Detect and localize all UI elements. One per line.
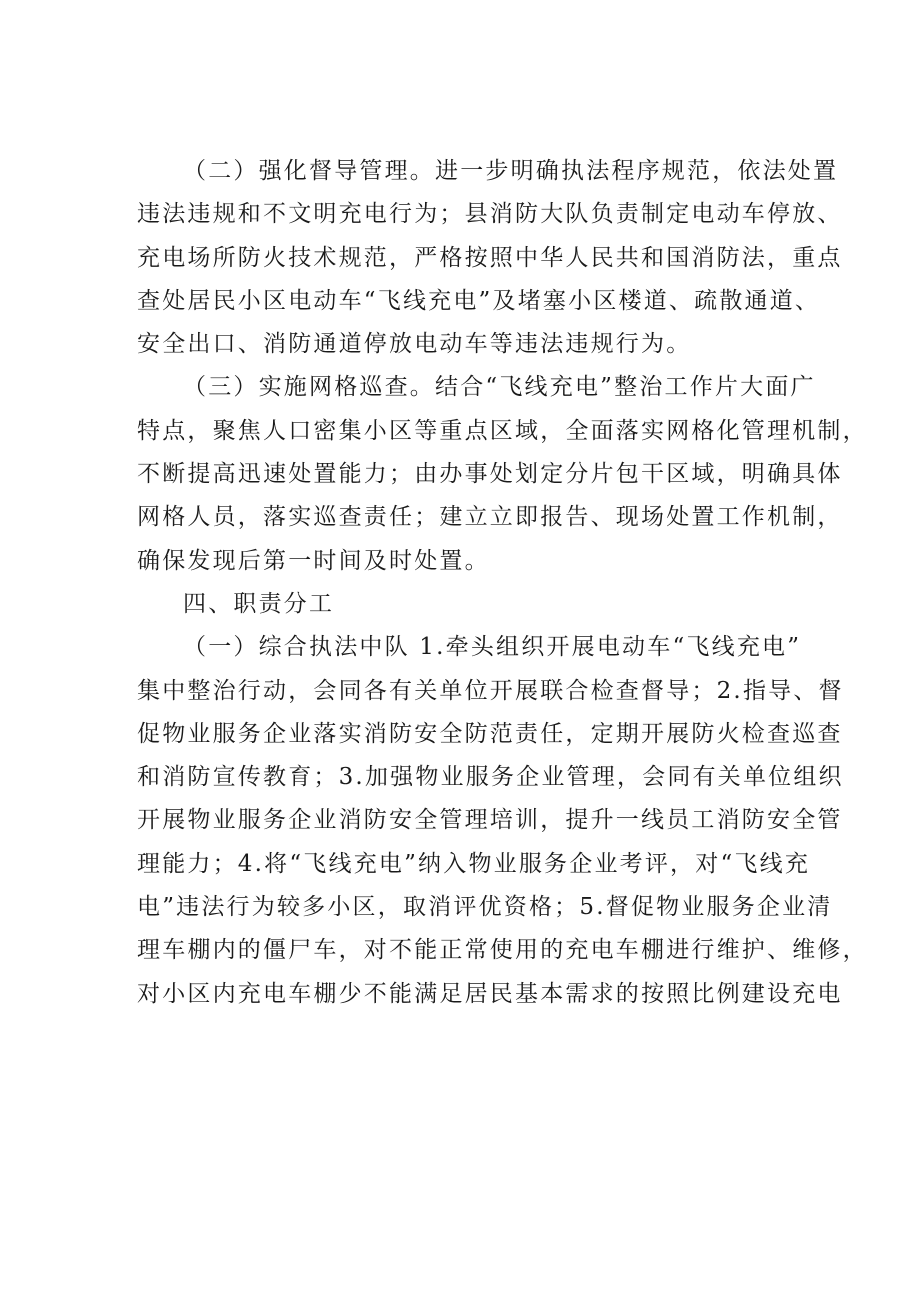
paragraph-line: （三）实施网格巡查。结合“飞线充电”整治工作片大面广 [183, 374, 816, 401]
section-heading: 四、职责分工 [183, 590, 335, 617]
paragraph-line: 充电场所防火技术规范，严格按照中华人民共和国消防法，重点 [137, 244, 843, 271]
paragraph-grid-patrol [137, 366, 868, 582]
paragraph-line: 确保发现后第一时间及时处置。 [137, 547, 490, 574]
paragraph-line: 特点，聚焦人口密集小区等重点区域，全面落实网格化管理机制， [137, 417, 868, 444]
paragraph-law-enforcement [137, 626, 868, 1016]
paragraph-line: 促物业服务企业落实消防安全防范责任，定期开展防火检查巡查 [137, 720, 843, 747]
paragraph-line: 开展物业服务企业消防安全管理培训，提升一线员工消防安全管 [137, 807, 843, 834]
paragraph-line: 查处居民小区电动车“飞线充电”及堵塞小区楼道、疏散通道、 [137, 287, 821, 314]
paragraph-line: 电”违法行为较多小区，取消评优资格；5.督促物业服务企业清 [137, 894, 833, 921]
paragraph-line: 集中整治行动，会同各有关单位开展联合检查督导；2.指导、督 [137, 677, 844, 704]
paragraph-line: 理车棚内的僵尸车，对不能正常使用的充电车棚进行维护、维修， [137, 937, 868, 964]
paragraph-line: 理能力；4.将“飞线充电”纳入物业服务企业考评，对“飞线充 [137, 850, 811, 877]
paragraph-line: 网格人员，落实巡查责任；建立立即报告、现场处置工作机制， [137, 504, 843, 531]
paragraph-line: 和消防宣传教育；3.加强物业服务企业管理，会同有关单位组织 [137, 764, 844, 791]
paragraph-line: 对小区内充电车棚少不能满足居民基本需求的按照比例建设充电 [137, 980, 843, 1007]
paragraph-line: 安全出口、消防通道停放电动车等违法违规行为。 [137, 331, 692, 358]
paragraph-line: （一）综合执法中队 1.牵头组织开展电动车“飞线充电” [183, 634, 802, 661]
document-body [137, 150, 868, 1016]
paragraph-line: （二）强化督导管理。进一步明确执法程序规范，依法处置 [183, 158, 839, 184]
section-heading-duties [137, 583, 797, 626]
paragraph-supervision [137, 150, 843, 366]
paragraph-line: 不断提高迅速处置能力；由办事处划定分片包干区域，明确具体 [137, 461, 843, 488]
paragraph-line: 违法违规和不文明充电行为；县消防大队负责制定电动车停放、 [137, 201, 843, 228]
